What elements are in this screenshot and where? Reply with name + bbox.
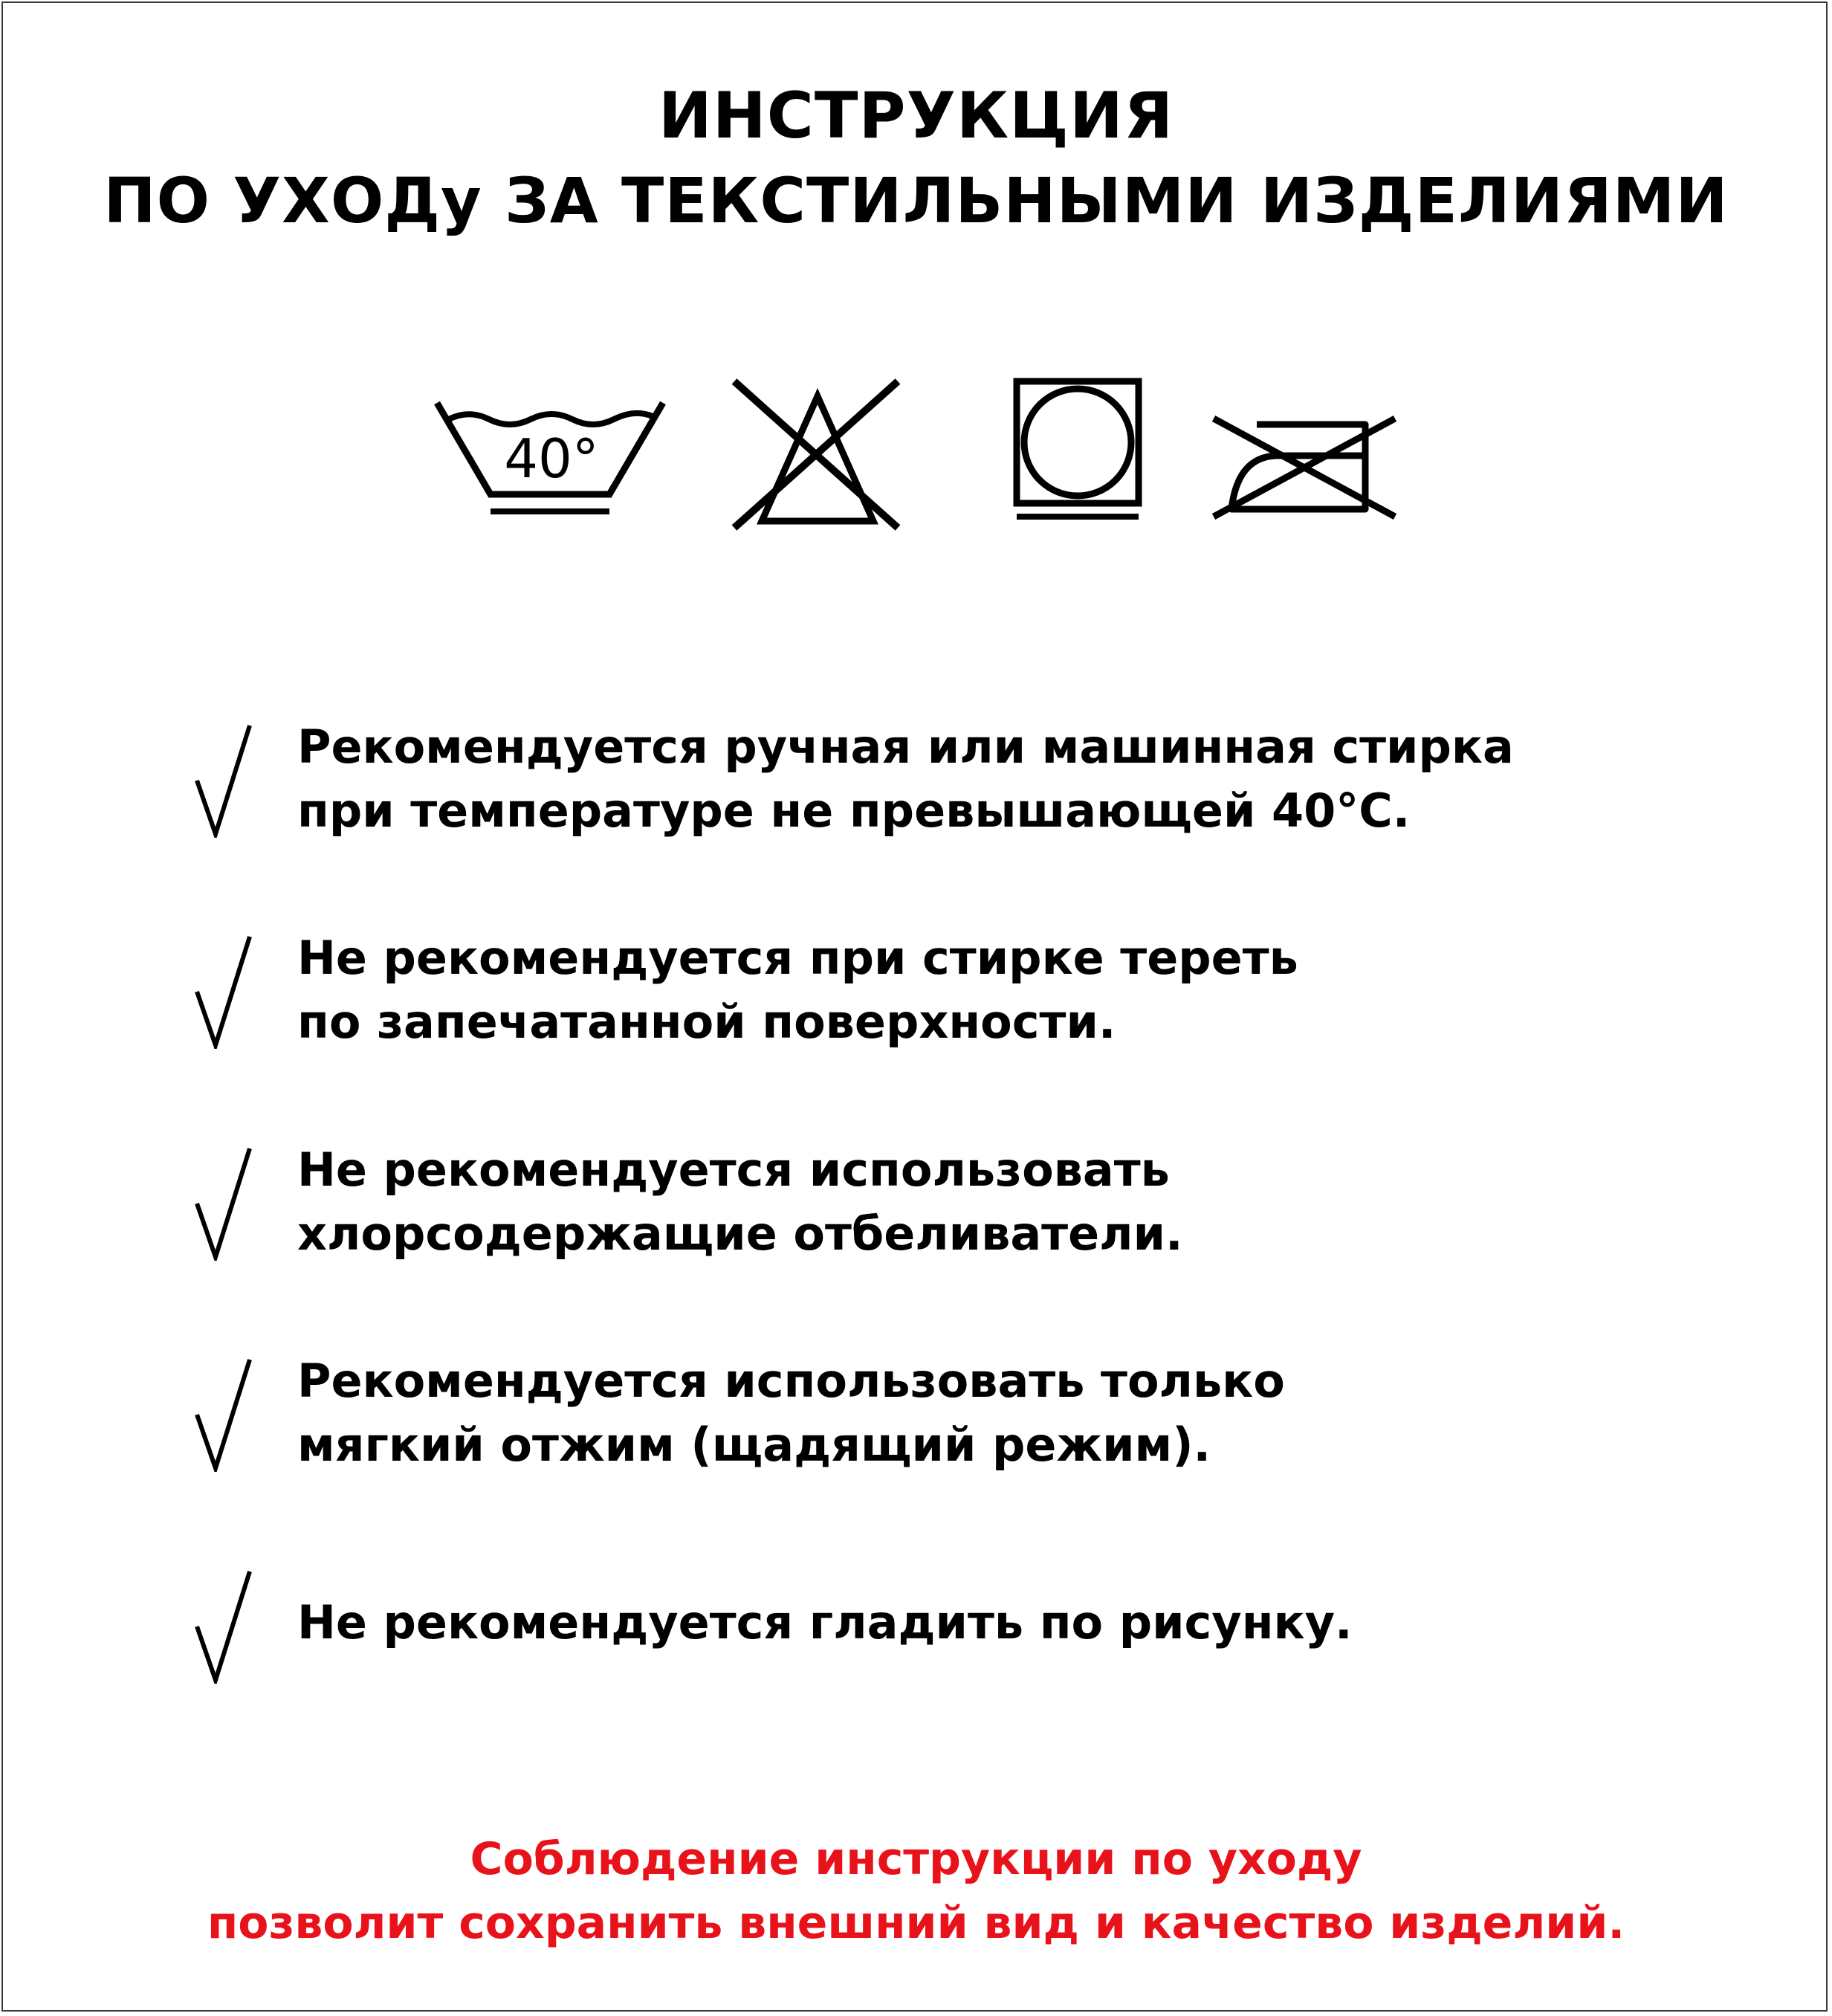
check-mark-icon bbox=[193, 934, 253, 1049]
check-mark-icon bbox=[193, 1568, 253, 1684]
wash-40-icon bbox=[431, 387, 669, 520]
tumble-dry-icon bbox=[1011, 375, 1145, 524]
item-line: Рекомендуется ручная или машинная стирка bbox=[297, 720, 1514, 774]
item-line: по запечатанной поверхности. bbox=[297, 995, 1116, 1049]
item-line: Не рекомендуется гладить по рисунку. bbox=[297, 1595, 1353, 1650]
title-line-1: ИНСТРУКЦИЯ bbox=[658, 79, 1174, 153]
footer-line-1: Соблюдение инструкции по уходу bbox=[470, 1833, 1362, 1885]
footer-note bbox=[0, 1827, 1832, 1955]
item-line: Рекомендуется использовать только bbox=[297, 1354, 1285, 1408]
title-line-2: ПО УХОДу ЗА ТЕКСТИЛЬНЫМИ ИЗДЕЛИЯМИ bbox=[103, 164, 1729, 237]
no-iron-icon bbox=[1208, 413, 1401, 524]
item-line: Не рекомендуется использовать bbox=[297, 1143, 1170, 1197]
item-line: хлорсодержащие отбеливатели. bbox=[297, 1206, 1183, 1261]
item-line: при температуре не превышающей 40°С. bbox=[297, 784, 1411, 838]
item-line: Не рекомендуется при стирке тереть bbox=[297, 931, 1298, 985]
item-line: мягкий отжим (щадящий режим). bbox=[297, 1418, 1211, 1472]
footer-line-2: позволит сохранить внешний вид и качество изделий. bbox=[207, 1897, 1625, 1949]
check-mark-icon bbox=[193, 1146, 253, 1261]
check-mark-icon bbox=[193, 1357, 253, 1472]
wash-temp-label: 40° bbox=[504, 427, 599, 490]
check-mark-icon bbox=[193, 723, 253, 838]
no-bleach-icon bbox=[728, 375, 907, 532]
